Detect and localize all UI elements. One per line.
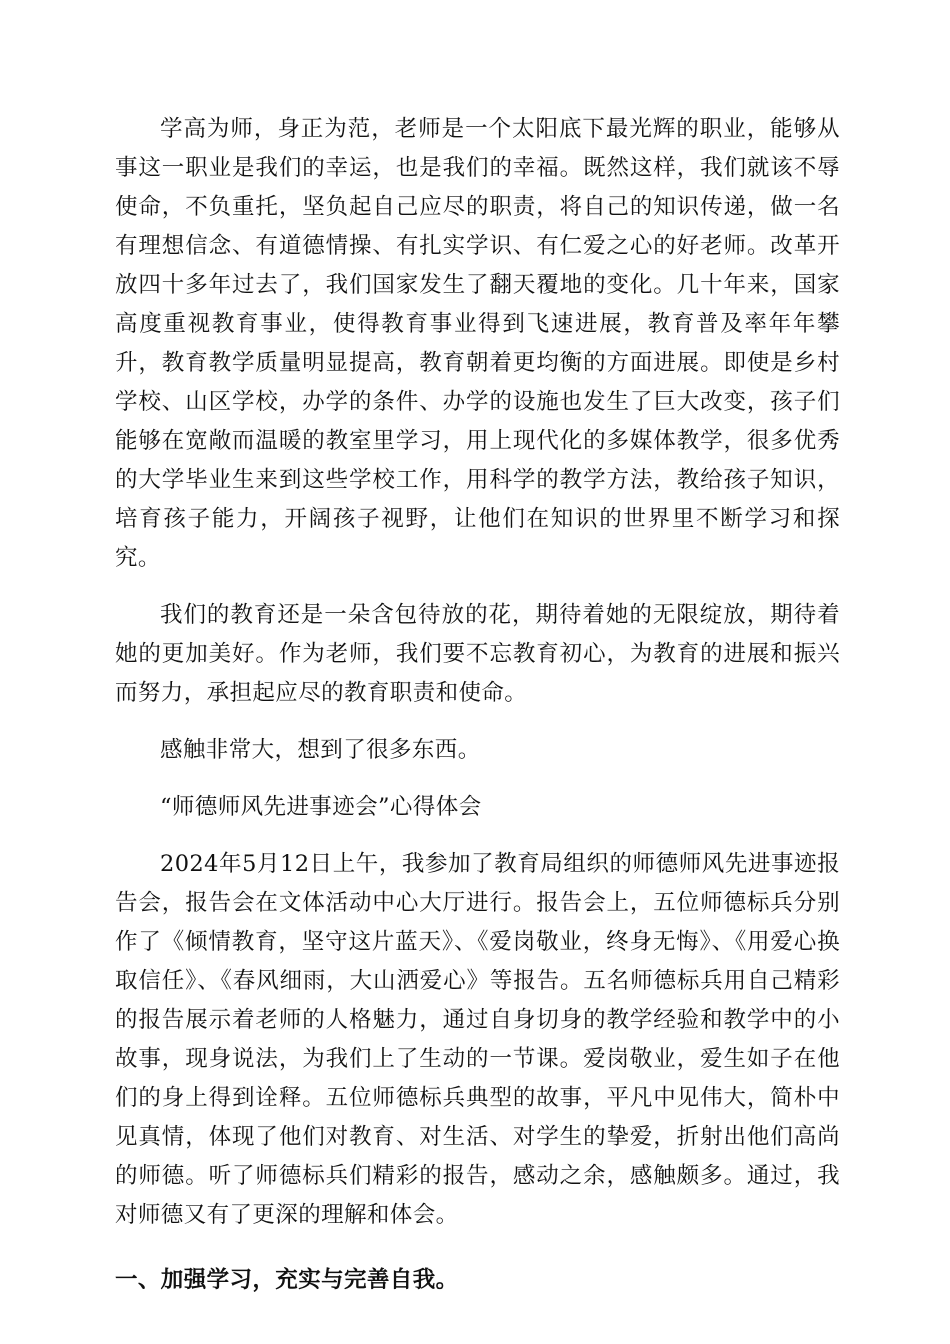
- paragraph-teacher-mission: 学高为师，身正为范，老师是一个太阳底下最光辉的职业，能够从事这一职业是我们的幸运，也是我们的幸福。既然这样，我们就该不辱使命，不负重托，坚负起自己应尽的职责，将自己的知识传递，做一名有理想信念、有道德情操、有扎实学识、有仁爱之心的好老师。改革开放四十多年过去了，我们国家发生了翻天覆地的变化。几十年来，国家高度重视教育事业，使得教育事业得到飞速进展，教育普及率年年攀升，教育教学质量明显提高，教育朝着更均衡的方面进展。即使是乡村学校、山区学校，办学的条件、办学的设施也发生了巨大改变，孩子们能够在宽敞而温暖的教室里学习，用上现代化的多媒体教学，很多优秀的大学毕业生来到这些学校工作，用科学的教学方法，教给孩子知识，培育孩子能力，开阔孩子视野，让他们在知识的世界里不断学习和探究。: [115, 116, 840, 571]
- paragraph-reflection: 感触非常大，想到了很多东西。: [160, 737, 481, 763]
- paragraph-education-flower: 我们的教育还是一朵含包待放的花，期待着她的无限绽放，期待着她的更加美好。作为老师，我们要不忘教育初心，为教育的进展和振兴而努力，承担起应尽的教育职责和使命。: [115, 602, 840, 706]
- article-title: “师德师风先进事迹会”心得体会: [160, 794, 482, 820]
- section-heading: 一、加强学习，充实与完善自我。: [115, 1267, 459, 1293]
- document-page: [115, 110, 840, 1300]
- paragraph-report-meeting: 2024年5月12日上午，我参加了教育局组织的师德师风先进事迹报告会，报告会在文体活动中心大厅进行。报告会上，五位师德标兵分别作了《倾情教育，坚守这片蓝天》、《爱岗敬业，终身无悔》、《用爱心换取信任》、《春风细雨，大山洒爱心》等报告。五名师德标兵用自己精彩的报告展示着老师的人格魅力，通过自身切身的教学经验和教学中的小故事，现身说法，为我们上了生动的一节课。爱岗敬业，爱生如子在他们的身上得到诠释。五位师德标兵典型的故事，平凡中见伟大，简朴中见真情，体现了他们对教育、对生活、对学生的挚爱，折射出他们高尚的师德。听了师德标兵们精彩的报告，感动之余，感触颇多。通过，我对师德又有了更深的理解和体会。: [115, 851, 840, 1228]
